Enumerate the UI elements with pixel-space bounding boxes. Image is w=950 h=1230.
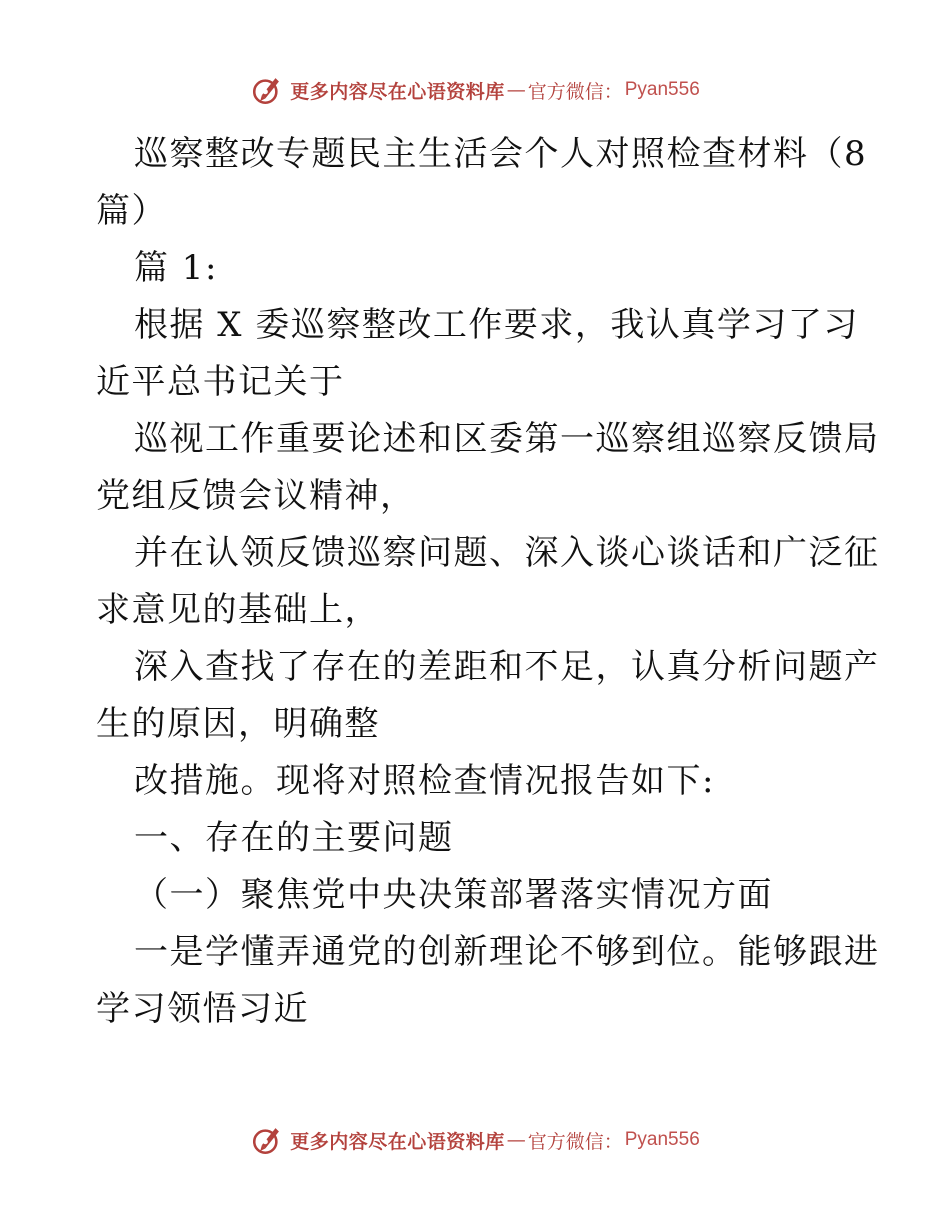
- pen-nib-logo-icon: [250, 1123, 284, 1157]
- footer-watermark-banner: [0, 1120, 950, 1160]
- header-watermark-banner: [0, 70, 950, 110]
- section-heading-part-1: 篇 1:: [134, 248, 218, 288]
- document-title-line-1: 巡察整改专题民主生活会个人对照检查材料（8: [134, 134, 868, 174]
- paragraph-line: 一是学懂弄通党的创新理论不够到位。能够跟进: [134, 932, 880, 972]
- watermark-main-text: 更多内容尽在心语资料库: [290, 80, 505, 103]
- paragraph-line: 党组反馈会议精神，: [96, 476, 416, 516]
- paragraph-line: 并在认领反馈巡察问题、深入谈心谈话和广泛征: [134, 533, 880, 573]
- paragraph-line: 生的原因，明确整: [96, 704, 380, 744]
- watermark-wechat-id: Pyan556: [624, 1129, 700, 1150]
- pen-nib-logo-icon: [250, 73, 284, 107]
- paragraph-line: 近平总书记关于: [96, 362, 345, 402]
- paragraph-line: 根据 X 委巡察整改工作要求，我认真学习了习: [134, 305, 859, 345]
- paragraph-line: 改措施。现将对照检查情况报告如下:: [134, 761, 715, 801]
- watermark-text: [290, 1127, 700, 1154]
- paragraph-line: 学习领悟习近: [96, 989, 309, 1029]
- watermark-text: [290, 77, 700, 104]
- watermark-dash: —: [506, 1129, 526, 1151]
- watermark-wechat-label: 官方微信：: [527, 1130, 623, 1153]
- paragraph-line: 巡视工作重要论述和区委第一巡察组巡察反馈局: [134, 419, 880, 459]
- watermark-main-text: 更多内容尽在心语资料库: [290, 1130, 505, 1153]
- document-title-line-2: 篇）: [96, 191, 167, 231]
- watermark-wechat-id: Pyan556: [624, 79, 700, 100]
- watermark-wechat-label: 官方微信：: [527, 80, 623, 103]
- watermark-dash: —: [506, 79, 526, 101]
- paragraph-line: 求意见的基础上，: [96, 590, 380, 630]
- subsection-heading-1: （一）聚焦党中央决策部署落实情况方面: [134, 875, 773, 915]
- paragraph-line: 深入查找了存在的差距和不足，认真分析问题产: [134, 647, 880, 687]
- section-heading-main-problems: 一、存在的主要问题: [134, 818, 454, 858]
- document-body: [96, 126, 880, 1038]
